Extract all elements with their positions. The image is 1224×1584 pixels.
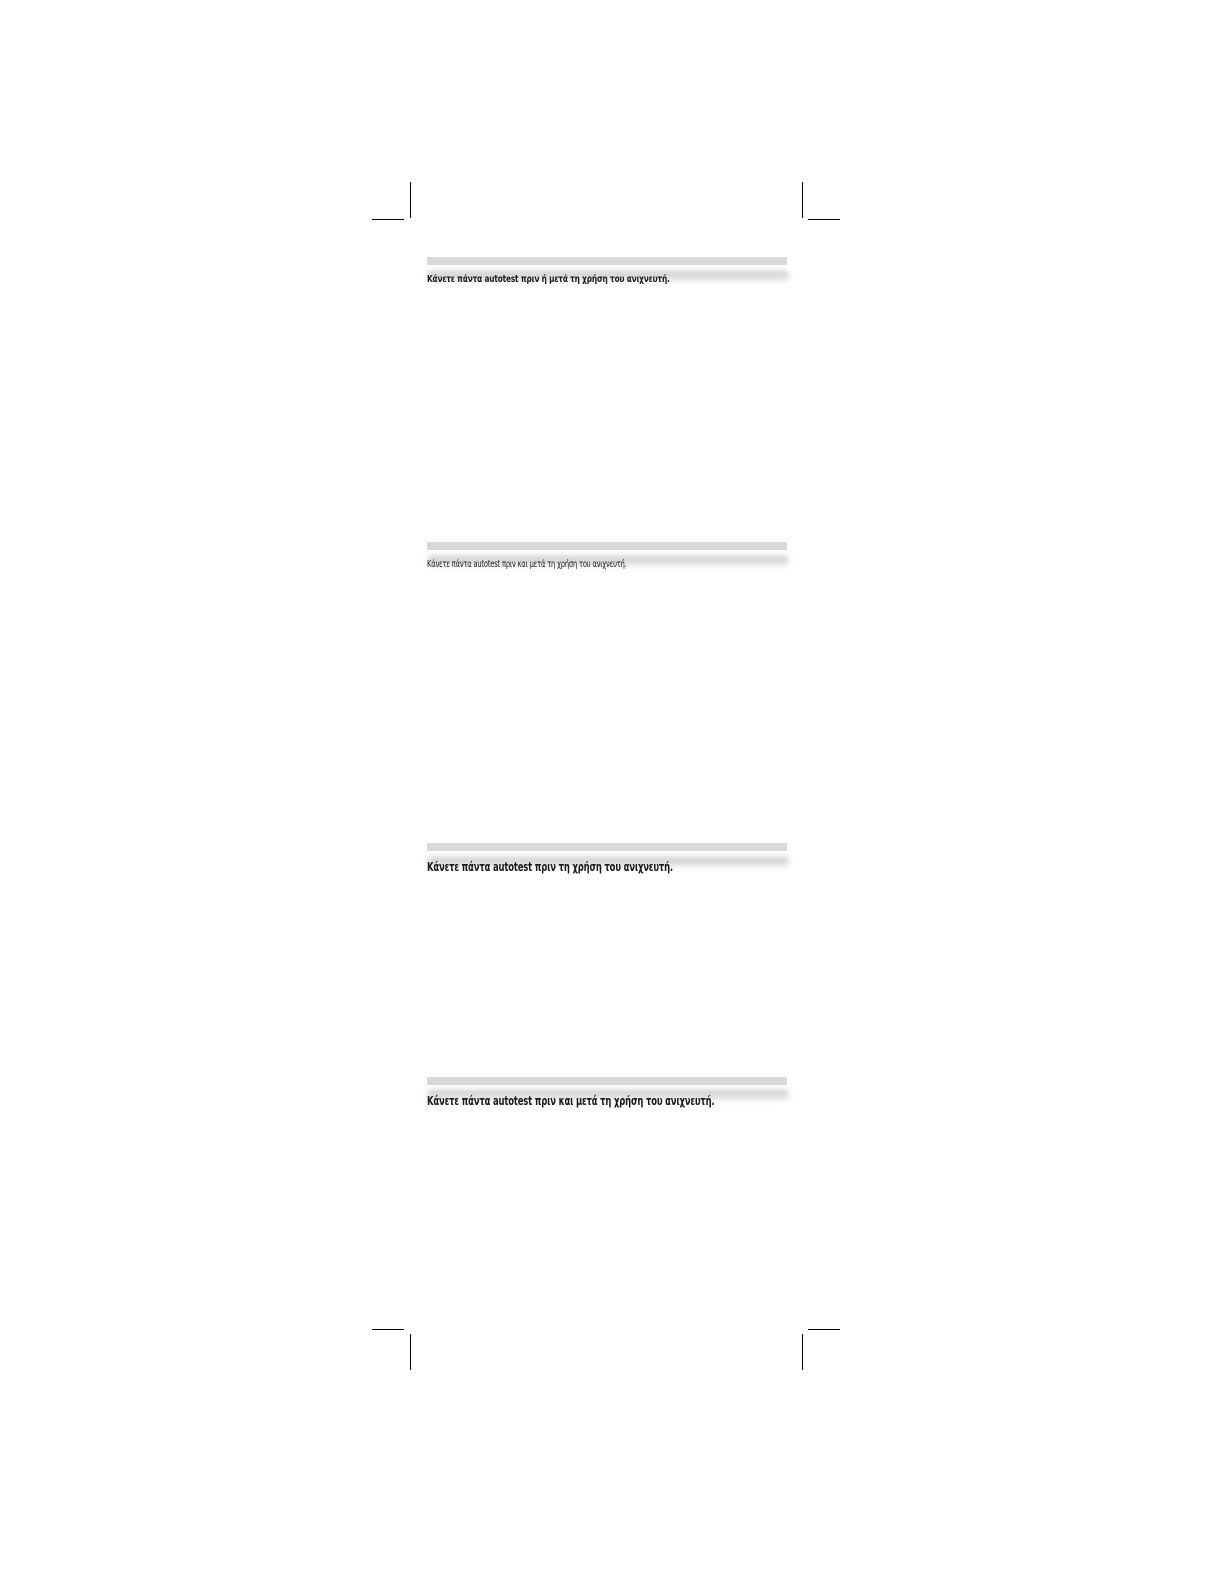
crop-mark-top-right-vertical	[802, 182, 803, 218]
section-2-header-bar	[427, 542, 787, 550]
section-1-header-bar	[427, 257, 787, 265]
crop-mark-bottom-right-vertical	[802, 1334, 803, 1370]
section-2-caption: Κάνετε πάντα autotest πριν και μετά τη χρήση του ανιχνευτή.	[427, 559, 627, 570]
crop-mark-bottom-right-horizontal	[808, 1329, 840, 1330]
section-4-header-bar	[427, 1077, 787, 1085]
crop-mark-top-left-horizontal	[372, 219, 404, 220]
crop-mark-bottom-left-horizontal	[372, 1329, 404, 1330]
crop-mark-top-right-horizontal	[808, 219, 840, 220]
section-3-caption: Κάνετε πάντα autotest πριν τη χρήση του ανιχνευτή.	[427, 860, 673, 874]
crop-mark-top-left-vertical	[410, 182, 411, 218]
section-4-caption: Κάνετε πάντα autotest πριν και μετά τη χρήση του ανιχνευτή.	[427, 1094, 715, 1108]
crop-mark-bottom-left-vertical	[410, 1334, 411, 1370]
section-3-header-bar	[427, 843, 787, 851]
section-1-caption: Κάνετε πάντα autotest πριν ή μετά τη χρήση του ανιχνευτή.	[427, 274, 670, 285]
